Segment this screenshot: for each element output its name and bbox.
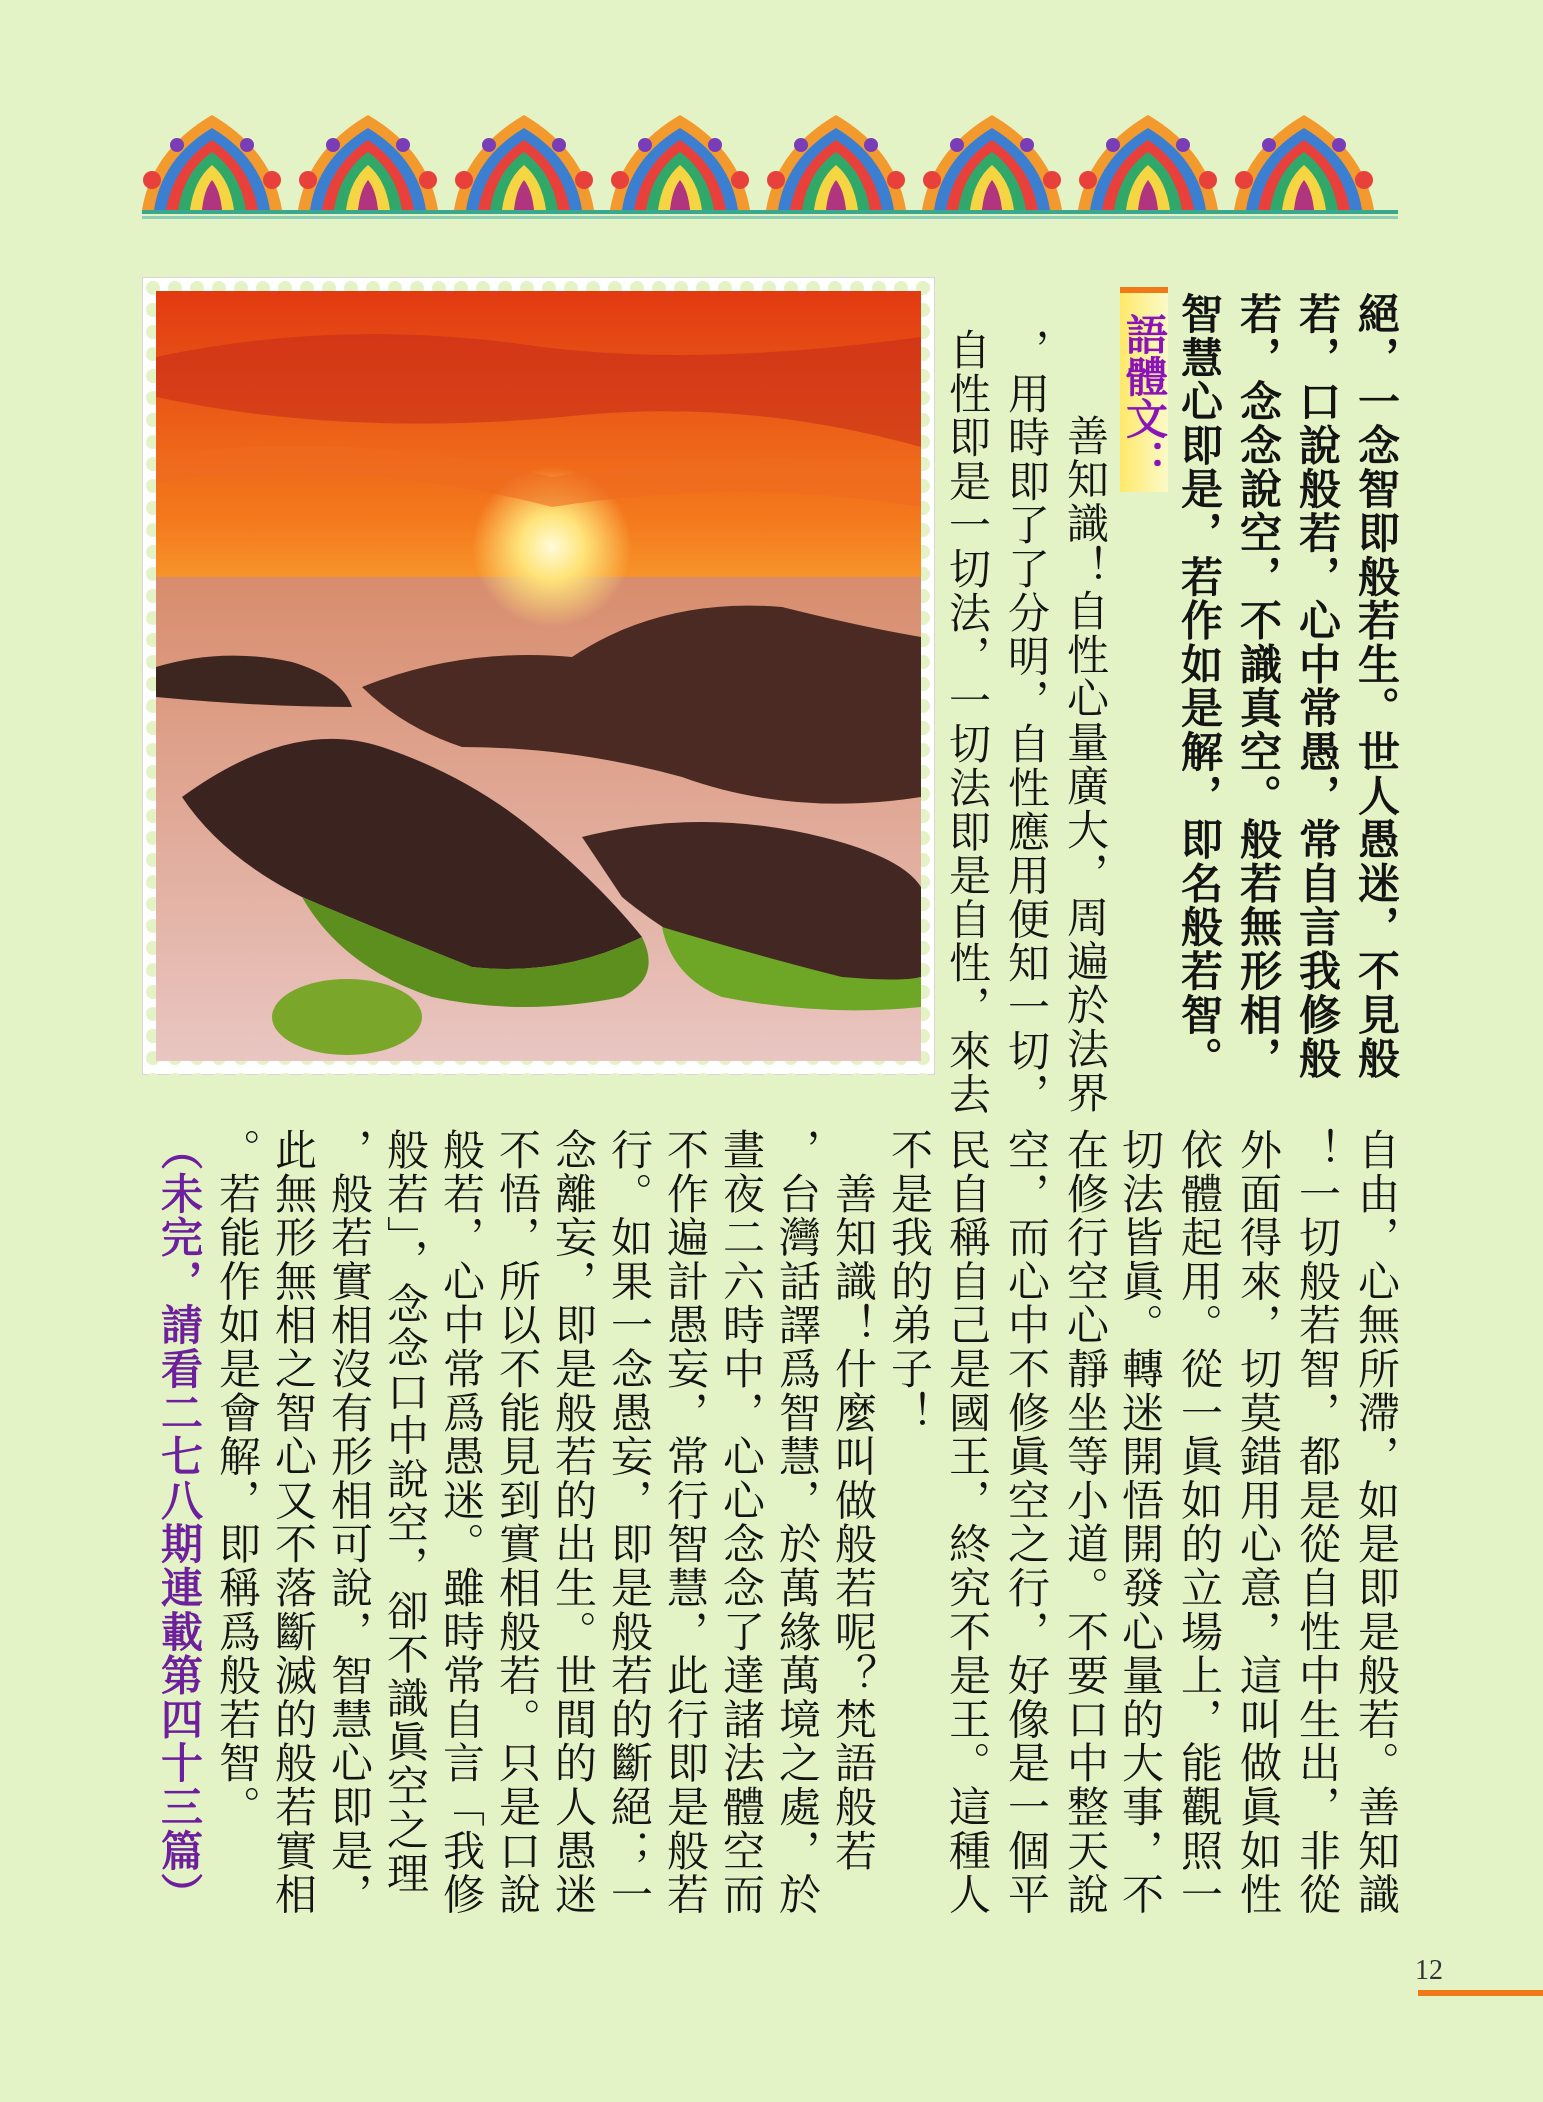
verse-column-4: 智慧心即是，若作如是解，即名般若智。 [1175, 292, 1224, 1081]
page-number-rule [1418, 1990, 1543, 1996]
commentary-column-10: 空，而心中不修眞空之行，好像是一個平 [1002, 1128, 1051, 1917]
verse-column-2: 若，口說般若，心中常愚，常自言我修般 [1293, 292, 1342, 1081]
sunset-coast-photo [142, 277, 935, 1075]
commentary-column-9: 在修行空心靜坐等小道。不要口中整天說 [1061, 1128, 1110, 1917]
commentary-column-19: 不悟，所以不能見到實相般若。只是口說 [493, 1128, 542, 1917]
commentary-column-5: ！一切般若智，都是從自性中生出，非從 [1293, 1128, 1342, 1917]
section-heading [1120, 287, 1168, 492]
lotus-border-decoration [142, 110, 1398, 220]
commentary-column-17: 行。如果一念愚妄，即是般若的斷絕；一 [605, 1128, 654, 1917]
commentary-column-23: 此無形無相之智心又不落斷滅的般若實相 [269, 1128, 318, 1917]
commentary-column-13: 善知識！什麼叫做般若呢？梵語般若 [829, 1128, 878, 1873]
continuation-note: （未完，請看二七八期連載第四十三篇） [155, 1128, 204, 1917]
verse-column-3: 若，念念說空，不識真空。般若無形相， [1234, 292, 1283, 1081]
commentary-column-1: 善知識！自性心量廣大，周遍於法界 [1061, 370, 1110, 1115]
commentary-column-12: 不是我的弟子！ [885, 1128, 934, 1435]
commentary-column-2: ，用時即了了分明，自性應用便知一切， [1002, 328, 1051, 1117]
commentary-column-4: 自由，心無所滯，如是即是般若。善知識 [1352, 1128, 1401, 1917]
section-heading-label: 語體文： [1120, 313, 1169, 481]
commentary-column-14: ，台灣話譯爲智慧，於萬緣萬境之處，於 [773, 1128, 822, 1917]
commentary-column-24: 。若能作如是會解，即稱爲般若智。 [213, 1128, 262, 1829]
commentary-column-22: ，般若實相沒有形相可說，智慧心即是， [325, 1128, 374, 1917]
commentary-column-21: 般若」，念念口中說空，卻不識眞空之理 [381, 1128, 430, 1896]
verse-column-1: 絕，一念智即般若生。世人愚迷，不見般 [1352, 292, 1401, 1081]
commentary-column-7: 依體起用。從一眞如的立場上，能觀照一 [1175, 1128, 1224, 1917]
commentary-column-11: 民自稱自己是國王，終究不是王。這種人 [943, 1128, 992, 1917]
commentary-column-8: 切法皆眞。轉迷開悟開發心量的大事，不 [1116, 1128, 1165, 1917]
commentary-column-18: 念離妄，即是般若的出生。世間的人愚迷 [549, 1128, 598, 1917]
commentary-column-16: 不作遍計愚妄，常行智慧，此行即是般若 [661, 1128, 710, 1917]
commentary-column-15: 晝夜二六時中，心心念念了達諸法體空而 [717, 1128, 766, 1917]
page-number: 12 [1415, 1955, 1443, 1986]
commentary-column-6: 外面得來，切莫錯用心意，這叫做眞如性 [1234, 1128, 1283, 1917]
commentary-column-3: 自性即是一切法，一切法即是自性，來去 [943, 328, 992, 1117]
commentary-column-20: 般若，心中常爲愚迷。雖時常自言「我修 [437, 1128, 486, 1917]
